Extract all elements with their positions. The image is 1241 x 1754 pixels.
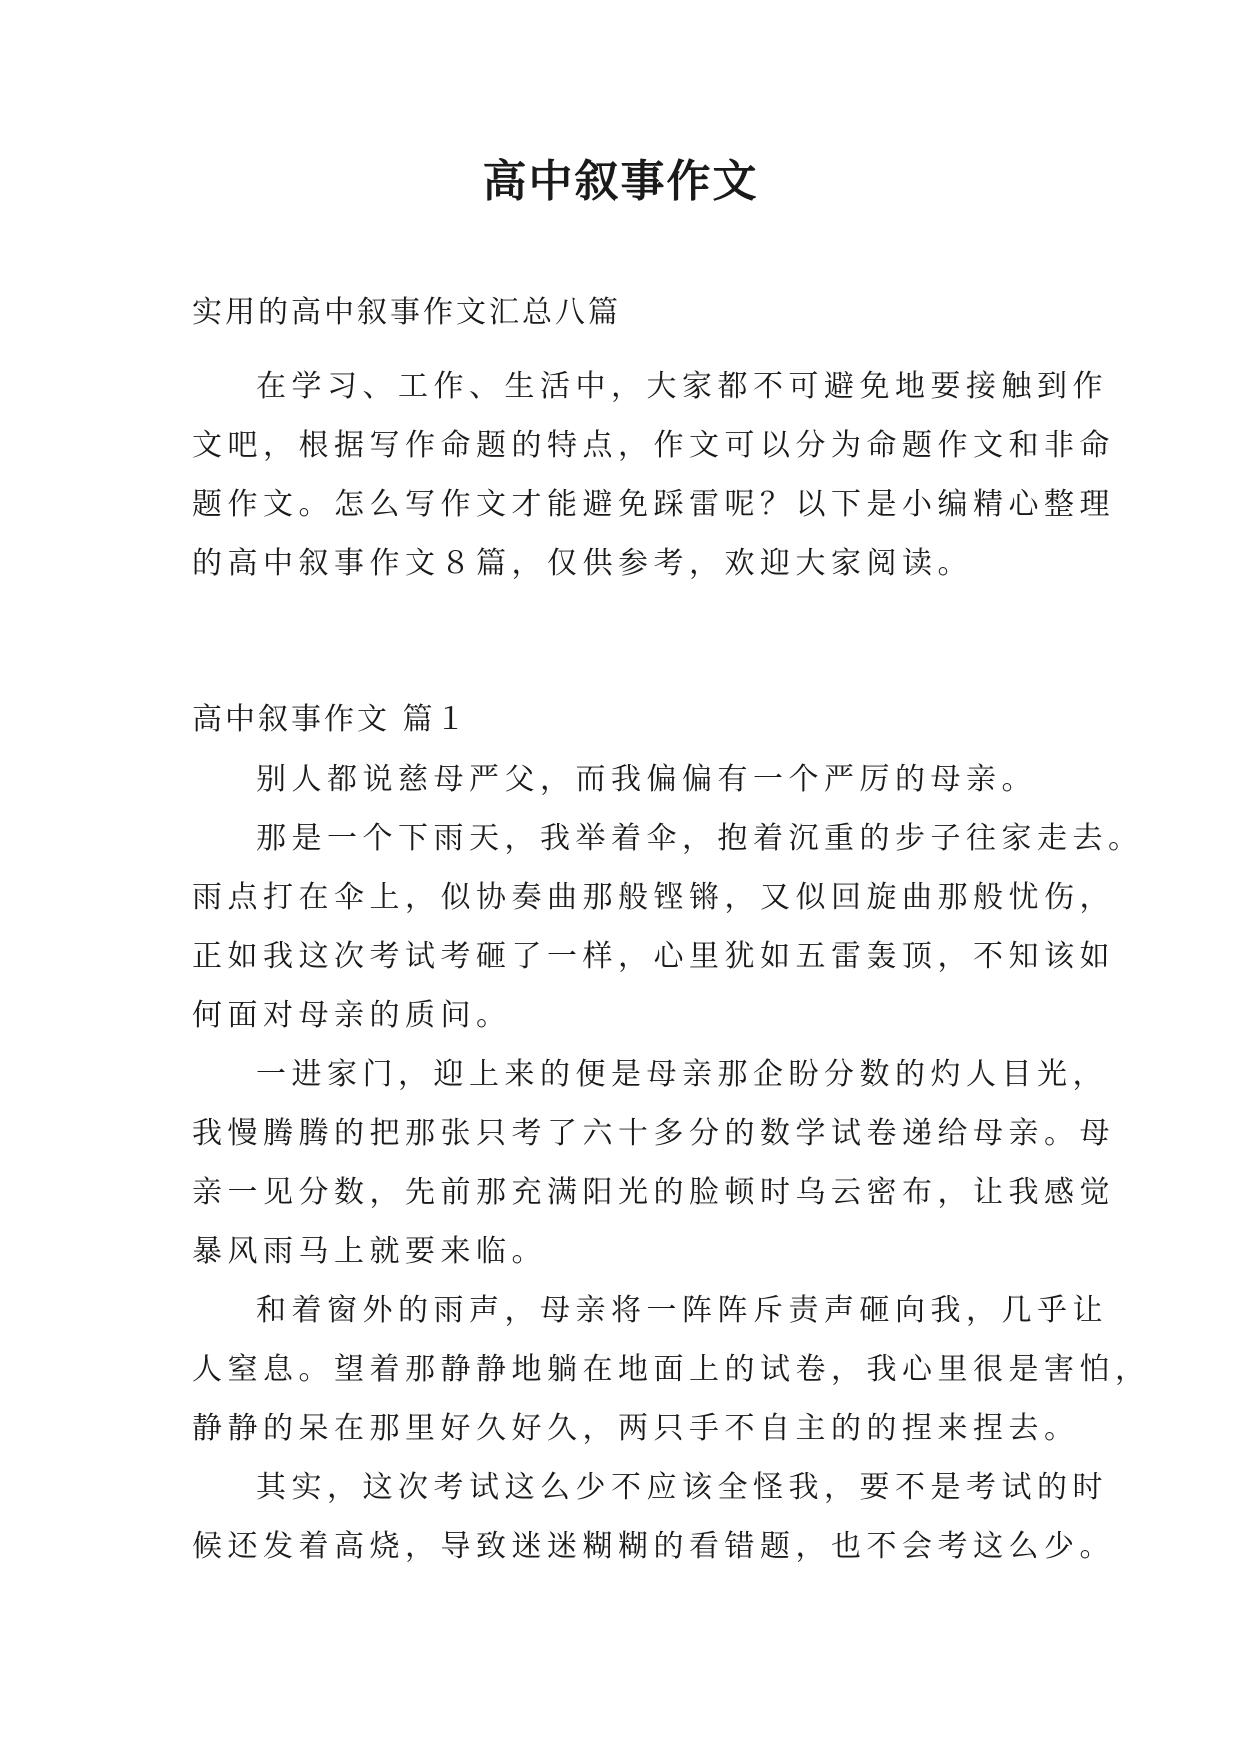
body-line: 那是一个下雨天，我举着伞，抱着沉重的步子往家走去。 (256, 821, 1144, 856)
document-title: 高中叙事作文 (482, 156, 759, 207)
body-paragraph (192, 1045, 1115, 1281)
body-line: 亲一见分数，先前那充满阳光的脸顿时乌云密布，让我感觉 (192, 1175, 1115, 1210)
body-line: 暴风雨马上就要来临。 (192, 1234, 547, 1269)
body-line: 我慢腾腾的把那张只考了六十多分的数学试卷递给母亲。母 (192, 1116, 1115, 1151)
intro-line: 文吧，根据写作命题的特点，作文可以分为命题作文和非命 (192, 428, 1115, 463)
intro-paragraph (192, 357, 1115, 593)
body-paragraph (192, 750, 1054, 809)
body-paragraph (192, 809, 1144, 1045)
body-line: 静静的呆在那里好久好久，两只手不自主的的捏来捏去。 (192, 1411, 1080, 1446)
body-line: 候还发着高烧，导致迷迷糊糊的看错题，也不会考这么少。 (192, 1529, 1115, 1564)
document-subtitle: 实用的高中叙事作文汇总八篇 (192, 295, 621, 330)
intro-line: 在学习、工作、生活中，大家都不可避免地要接触到作 (256, 369, 1108, 404)
intro-line: 的高中叙事作文８篇，仅供参考，欢迎大家阅读。 (192, 546, 973, 581)
section-heading: 高中叙事作文 篇１ (192, 702, 469, 737)
body-line: 一进家门，迎上来的便是母亲那企盼分数的灼人目光， (256, 1057, 1108, 1092)
intro-line: 题作文。怎么写作文才能避免踩雷呢？以下是小编精心整理 (192, 487, 1115, 522)
body-line: 人窒息。望着那静静地躺在地面上的试卷，我心里很是害怕， (192, 1352, 1151, 1387)
body-line: 和着窗外的雨声，母亲将一阵阵斥责声砸向我，几乎让 (256, 1293, 1108, 1328)
body-line: 雨点打在伞上，似协奏曲那般铿锵，又似回旋曲那般忧伤， (192, 880, 1115, 915)
body-line: 其实，这次考试这么少不应该全怪我，要不是考试的时 (256, 1470, 1108, 1505)
body-paragraph (192, 1281, 1151, 1458)
body-line: 正如我这次考试考砸了一样，心里犹如五雷轰顶，不知该如 (192, 939, 1115, 974)
body-line: 别人都说慈母严父，而我偏偏有一个严厉的母亲。 (256, 762, 1037, 797)
body-line: 何面对母亲的质问。 (192, 998, 512, 1033)
body-paragraph (192, 1458, 1115, 1576)
